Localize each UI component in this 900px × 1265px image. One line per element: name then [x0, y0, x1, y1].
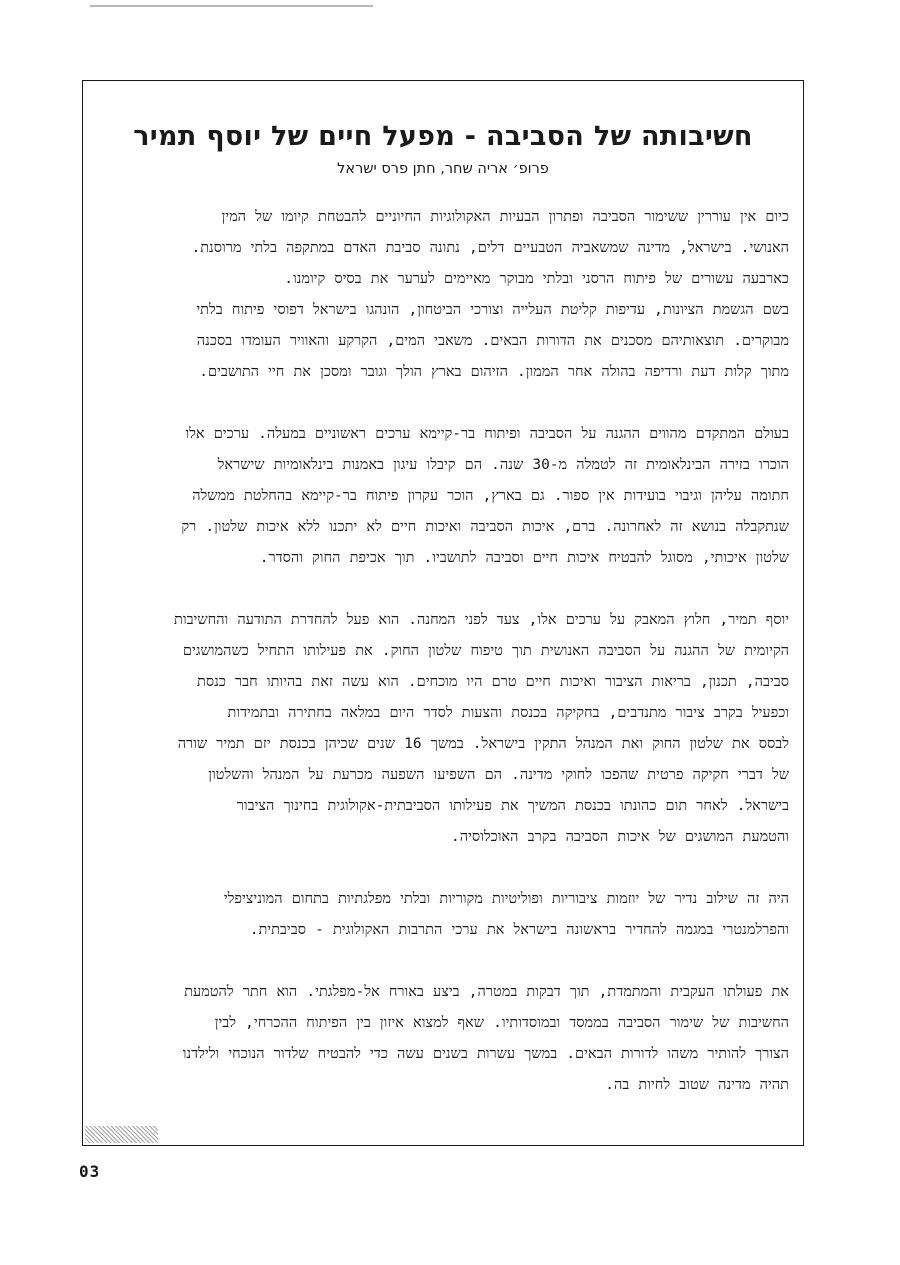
- text-line: לבסס את שלטון החוק ואת המנהל התקין בישראל. במשך 16 שנים שכיהן בכנסת יזם תמיר שורה: [177, 736, 789, 752]
- text-line: כיום אין עוררין ששימור הסביבה ופתרון הבעיות האקולוגיות החיוניים להבטחת קיומו של המין: [221, 209, 789, 225]
- top-rule: [90, 5, 373, 7]
- text-line: הקיומית של ההגנה על הסביבה האנושית תוך טיפוח שלטון החוק. את פעילותו התחיל כשהמושגים: [182, 643, 789, 659]
- paragraph-1: [129, 202, 789, 388]
- shaded-corner-mark: [85, 1126, 158, 1143]
- paragraph-3: [129, 605, 789, 853]
- text-line: והטמעת המושגים של איכות הסביבה בקרב האוכלוסיה.: [451, 829, 789, 845]
- paragraph-gap: [129, 853, 789, 884]
- paragraph-gap: [129, 388, 789, 419]
- article-title: חשיבותה של הסביבה - מפעל חיים של יוסף תמיר: [133, 121, 753, 152]
- text-line: של דברי חקיקה פרטית שהפכו לחוקי מדינה. הם השפיעו השפעה מכרעת על המנהל והשלטון: [208, 767, 789, 783]
- paragraph-gap: [129, 946, 789, 977]
- text-line: שלטון איכותי, מסוגל להבטיח איכות חיים וסביבה לתושביו. תוך אכיפת החוק והסדר.: [259, 550, 789, 566]
- text-line: בעולם המתקדם מהווים ההגנה על הסביבה ופיתוח בר-קיימא ערכים ראשוניים במעלה. ערכים אלו: [185, 426, 789, 442]
- text-line: כארבעה עשורים של פיתוח הרסני ובלתי מבוקר מאיימים לערער את בסיס קיומנו.: [284, 271, 789, 287]
- text-line: וכפעיל בקרב ציבור מתנדבים, בחקיקה בכנסת והצעות לסדר היום במלאה בחתירה ובתמידות: [227, 705, 789, 721]
- text-line: סביבה, תכנון, בריאות הציבור ואיכות חיים טרם היו מוכחים. הוא עשה זאת בהיותו חבר כנסת: [197, 674, 789, 690]
- text-line: חתומה עליהן וגיבוי בועידות אין ספור. גם בארץ, הוכר עקרון פיתוח בר-קיימא בהחלטת ממשלה: [192, 488, 789, 504]
- paragraph-4: [129, 884, 789, 946]
- text-line: בשם הגשמת הציונות, עדיפות קליטת העלייה וצורכי הביטחון, הונהגו בישראל דפוסי פיתוח בלתי: [196, 302, 789, 318]
- article-body: [129, 202, 789, 1101]
- paragraph-2: [129, 419, 789, 574]
- text-line: את פעולתו העקבית והמתמדת, תוך דבקות במטרה, ביצע באורח אל-מפלגתי. הוא חתר להטמעת: [184, 984, 789, 1000]
- text-line: והפרלמנטרי במגמה להחדיר בראשונה בישראל את ערכי התרבות האקולוגית - סביבתית.: [249, 922, 789, 938]
- page-number: 03: [79, 1162, 101, 1181]
- article-byline: פרופ׳ אריה שחר, חתן פרס ישראל: [337, 161, 549, 177]
- text-line: בישראל. לאחר תום כהונתו בכנסת המשיך את פעילותו הסביבתית-אקולוגית בחינוך הציבור: [236, 798, 789, 814]
- text-line: תהיה מדינה שטוב לחיות בה.: [605, 1077, 789, 1093]
- text-line: מבוקרים. תוצאותיהם מסכנים את הדורות הבאים. משאבי המים, הקרקע והאוויר העומדו בסכנה: [196, 333, 789, 349]
- text-line: שנתקבלה בנושא זה לאחרונה. ברם, איכות הסביבה ואיכות חיים לא יתכנו ללא איכות שלטון. רק: [181, 519, 789, 535]
- article-frame: [82, 80, 804, 1146]
- text-line: יוסף תמיר, חלוץ המאבק על ערכים אלו, צעד לפני המחנה. הוא פעל להחדרת התודעה והחשיבות: [174, 612, 789, 628]
- paragraph-5: [129, 977, 789, 1101]
- text-line: היה זה שילוב נדיר של יוזמות ציבוריות ופוליטיות מקוריות ובלתי מפלגתיות בתחום המוניציפלי: [223, 891, 789, 907]
- text-line: מתוך קלות דעת ורדיפה בהולה אחר הממון. הזיהום בארץ הולך וגובר ומסכן את חיי התושבים.: [199, 364, 789, 380]
- text-line: האנושי. בישראל, מדינה שמשאביה הטבעיים דלים, נתונה סביבת האדם במתקפה בלתי מרוסנת.: [191, 240, 789, 256]
- paragraph-gap: [129, 574, 789, 605]
- text-line: החשיבות של שימור הסביבה בממסד ובמוסדותיו. שאף למצוא איזון בין הפיתוח ההכרחי, לבין: [214, 1015, 789, 1031]
- text-line: הוכרו בזירה הבינלאומית זה לטמלה מ-30 שנה. הם קיבלו עיגון באמנות בינלאומיות שישראל: [217, 457, 789, 473]
- text-line: הצורך להותיר משהו לדורות הבאים. במשך עשרות בשנים עשה כדי להבטיח שלדור הנוכחי ולילדנו: [182, 1046, 789, 1062]
